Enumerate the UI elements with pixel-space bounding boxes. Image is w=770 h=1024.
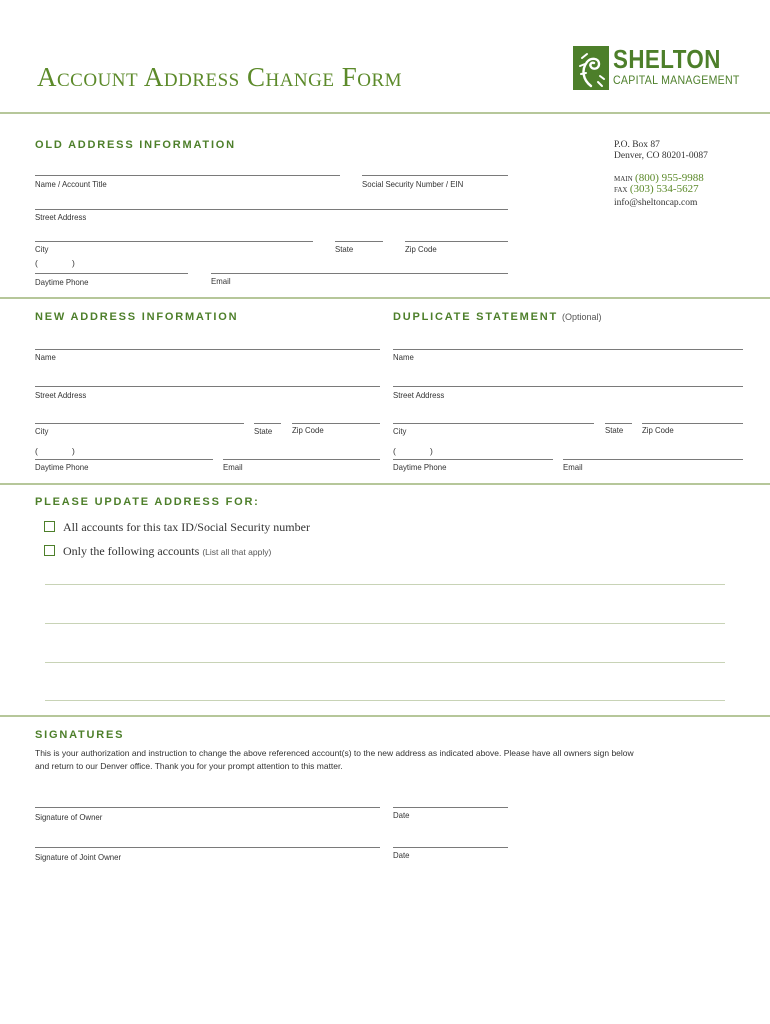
account-line-3[interactable]: [45, 662, 725, 663]
section-divider-2: [0, 483, 770, 485]
all-accounts-label: All accounts for this tax ID/Social Security number: [63, 520, 310, 534]
old-phone-label: Daytime Phone: [35, 277, 89, 287]
company-logo: [573, 44, 740, 94]
update-heading: PLEASE UPDATE ADDRESS FOR:: [35, 496, 260, 508]
dup-email-field[interactable]: [563, 459, 743, 460]
old-phone-paren-open: (: [35, 258, 38, 268]
dup-state-label: State: [605, 425, 624, 435]
dup-city-label: City: [393, 426, 407, 436]
dup-zip-label: Zip Code: [642, 425, 674, 435]
contact-main-phone: main (800) 955-9988: [614, 172, 704, 184]
new-phone-field[interactable]: [35, 459, 213, 460]
dup-phone-paren-open: (: [393, 446, 396, 456]
owner-date-label: Date: [393, 810, 410, 820]
old-name-label: Name / Account Title: [35, 179, 107, 189]
section-divider-1: [0, 297, 770, 299]
new-address-heading: NEW ADDRESS INFORMATION: [35, 311, 239, 323]
header-divider: [0, 112, 770, 114]
old-city-label: City: [35, 244, 49, 254]
signatures-heading: SIGNATURES: [35, 729, 125, 741]
joint-date-field[interactable]: [393, 847, 508, 848]
joint-signature-field[interactable]: [35, 847, 380, 848]
dup-email-label: Email: [563, 462, 583, 472]
old-zip-field[interactable]: [405, 241, 508, 242]
dup-phone-paren-close: ): [430, 446, 433, 456]
old-phone-paren-close: ): [72, 258, 75, 268]
old-email-field[interactable]: [211, 273, 508, 274]
following-accounts-checkbox[interactable]: [44, 545, 55, 556]
joint-signature-label: Signature of Joint Owner: [35, 852, 122, 862]
old-ssn-label: Social Security Number / EIN: [362, 179, 464, 189]
dup-phone-label: Daytime Phone: [393, 462, 447, 472]
new-state-label: State: [254, 426, 273, 436]
old-street-field[interactable]: [35, 209, 508, 210]
new-zip-field[interactable]: [292, 423, 380, 424]
contact-city: Denver, CO 80201-0087: [614, 151, 708, 161]
dup-name-label: Name: [393, 352, 414, 362]
old-address-heading: OLD ADDRESS INFORMATION: [35, 139, 236, 151]
contact-fax: fax (303) 534-5627: [614, 183, 699, 195]
old-street-label: Street Address: [35, 212, 87, 222]
list-all-note: (List all that apply): [202, 547, 272, 557]
new-email-label: Email: [223, 462, 243, 472]
contact-email: info@sheltoncap.com: [614, 198, 698, 208]
new-name-label: Name: [35, 352, 56, 362]
all-accounts-checkbox[interactable]: [44, 521, 55, 532]
dup-street-label: Street Address: [393, 390, 445, 400]
old-state-label: State: [335, 244, 354, 254]
joint-date-label: Date: [393, 850, 410, 860]
logo-subtitle: CAPITAL MANAGEMENT: [613, 75, 740, 87]
account-line-2[interactable]: [45, 623, 725, 624]
fern-emblem-icon: [573, 46, 609, 90]
signature-instructions: This is your authorization and instruction to change the above referenced account(s) to the new address as indicated above. Please have all owners sign below and return to our Denver office. Thank you for your prompt attention to this matter.: [35, 748, 634, 771]
new-phone-paren-close: ): [72, 446, 75, 456]
duplicate-statement-heading: DUPLICATE STATEMENT (Optional): [393, 311, 602, 323]
owner-signature-label: Signature of Owner: [35, 812, 103, 822]
old-zip-label: Zip Code: [405, 244, 437, 254]
owner-date-field[interactable]: [393, 807, 508, 808]
dup-zip-field[interactable]: [642, 423, 743, 424]
dup-phone-field[interactable]: [393, 459, 553, 460]
new-state-field[interactable]: [254, 423, 281, 424]
following-accounts-label: Only the following accounts (List all that apply): [63, 544, 272, 558]
form-title: Account Address Change Form: [37, 62, 403, 92]
new-name-field[interactable]: [35, 349, 380, 350]
dup-state-field[interactable]: [605, 423, 632, 424]
account-line-4[interactable]: [45, 700, 725, 701]
section-divider-3: [0, 715, 770, 717]
new-city-label: City: [35, 426, 49, 436]
logo-wordmark: SHELTON: [613, 44, 721, 74]
optional-note: (Optional): [561, 312, 602, 322]
account-line-1[interactable]: [45, 584, 725, 585]
new-city-field[interactable]: [35, 423, 244, 424]
old-email-label: Email: [211, 276, 231, 286]
old-city-field[interactable]: [35, 241, 313, 242]
new-zip-label: Zip Code: [292, 425, 324, 435]
owner-signature-field[interactable]: [35, 807, 380, 808]
contact-po-box: P.O. Box 87: [614, 140, 660, 150]
dup-city-field[interactable]: [393, 423, 594, 424]
old-phone-field[interactable]: [35, 273, 188, 274]
new-street-label: Street Address: [35, 390, 87, 400]
old-ssn-field[interactable]: [362, 175, 508, 176]
new-phone-label: Daytime Phone: [35, 462, 89, 472]
old-name-field[interactable]: [35, 175, 340, 176]
dup-name-field[interactable]: [393, 349, 743, 350]
dup-street-field[interactable]: [393, 386, 743, 387]
old-state-field[interactable]: [335, 241, 383, 242]
new-street-field[interactable]: [35, 386, 380, 387]
new-email-field[interactable]: [223, 459, 380, 460]
new-phone-paren-open: (: [35, 446, 38, 456]
